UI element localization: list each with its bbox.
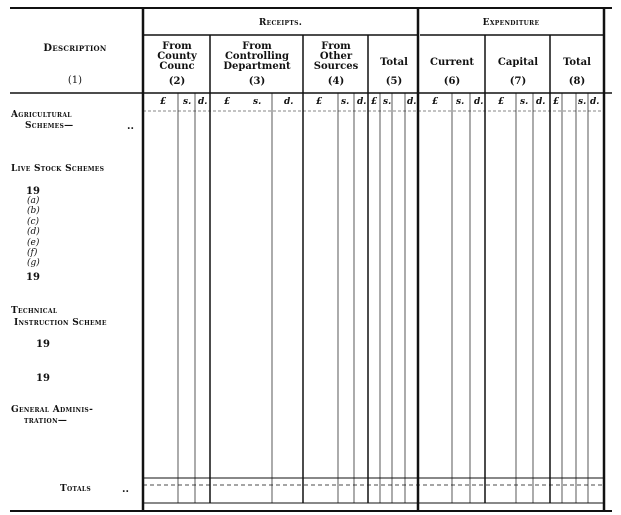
row-general-admin-label: General Adminis- xyxy=(11,405,94,415)
unit-shilling: s. xyxy=(183,97,192,107)
row-livestock-label: Live Stock Schemes xyxy=(11,164,105,174)
unit-shilling: s. xyxy=(383,97,392,107)
livestock-item: (b) xyxy=(27,206,40,217)
row-agricultural-dots: .. xyxy=(127,121,134,132)
row-totals-dots: .. xyxy=(122,484,129,495)
col-receipts-total-label: Total xyxy=(380,57,408,68)
col-current-number: (6) xyxy=(443,76,461,87)
unit-pound: £ xyxy=(316,97,323,107)
col-other-sources-label: From Other Sources xyxy=(313,41,359,72)
unit-pound: £ xyxy=(432,97,439,107)
livestock-item: (d) xyxy=(27,227,40,238)
unit-shilling: s. xyxy=(578,97,587,107)
col-expenditure-total-number: (8) xyxy=(568,76,586,87)
row-livestock-year-end: 19 xyxy=(26,272,40,283)
col-controlling-dept-label: From Controlling Department xyxy=(223,41,291,72)
expenditure-heading: Expenditure xyxy=(482,18,540,28)
description-heading: Description xyxy=(43,43,107,54)
unit-pound: £ xyxy=(224,97,231,107)
row-technical-label: Technical xyxy=(11,306,58,316)
unit-pence: d. xyxy=(198,97,208,107)
unit-pound: £ xyxy=(371,97,378,107)
unit-pence: d. xyxy=(474,97,484,107)
col-county-council-label: From County Counc xyxy=(157,41,197,72)
livestock-item: (c) xyxy=(27,216,40,227)
unit-shilling: s. xyxy=(253,97,262,107)
unit-shilling: s. xyxy=(456,97,465,107)
unit-pound: £ xyxy=(498,97,505,107)
col-county-council-number: (2) xyxy=(168,76,186,87)
unit-pence: d. xyxy=(536,97,546,107)
unit-pence: d. xyxy=(357,97,367,107)
col-capital-number: (7) xyxy=(509,76,527,87)
unit-pound: £ xyxy=(160,97,167,107)
unit-shilling: s. xyxy=(520,97,529,107)
row-technical-year-1: 19 xyxy=(36,339,50,350)
livestock-item-list xyxy=(27,196,40,269)
livestock-item: (a) xyxy=(27,196,40,206)
col-capital-label: Capital xyxy=(497,57,539,68)
unit-pound: £ xyxy=(553,97,560,107)
unit-pence: d. xyxy=(284,97,294,107)
col-receipts-total-number: (5) xyxy=(385,76,403,87)
col-current-label: Current xyxy=(429,57,475,68)
row-totals-label: Totals xyxy=(60,484,92,494)
col-expenditure-total-label: Total xyxy=(563,57,591,68)
livestock-item: (g) xyxy=(27,258,40,269)
unit-pence: d. xyxy=(590,97,600,107)
unit-shilling: s. xyxy=(341,97,350,107)
col-controlling-dept-number: (3) xyxy=(248,76,266,87)
description-number: (1) xyxy=(67,75,83,86)
unit-pence: d. xyxy=(407,97,417,107)
row-agricultural-label: Agricultural xyxy=(11,110,72,120)
receipts-heading: Receipts. xyxy=(258,18,303,28)
livestock-item: (f) xyxy=(27,248,38,259)
row-technical-year-2: 19 xyxy=(36,373,50,384)
row-agricultural-label-cont: Schemes— xyxy=(25,121,74,131)
row-livestock-year: 19 xyxy=(26,186,40,197)
row-technical-label-cont: Instruction Scheme xyxy=(14,318,107,328)
row-general-admin-label-cont: tration— xyxy=(24,416,68,426)
livestock-item: (e) xyxy=(27,237,40,248)
col-other-sources-number: (4) xyxy=(327,76,345,87)
